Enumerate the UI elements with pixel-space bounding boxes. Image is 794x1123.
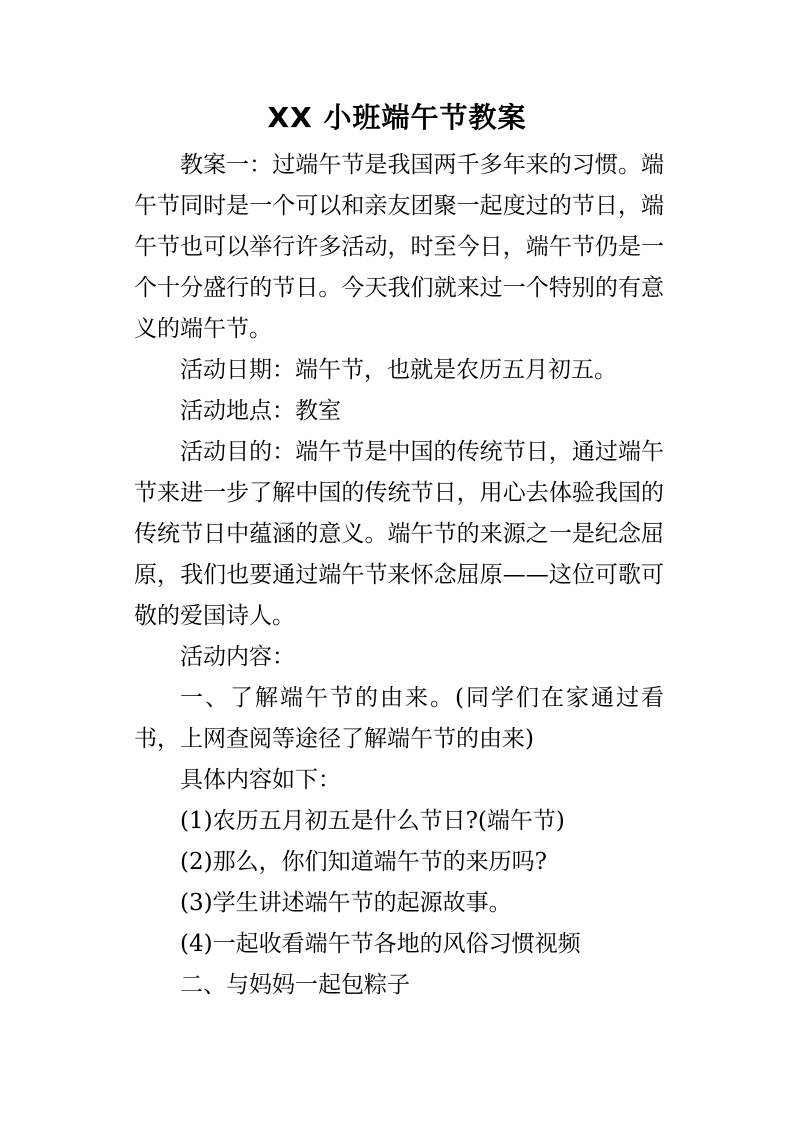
- paragraph-activity-purpose: 活动目的：端午节是中国的传统节日，通过端午节来进一步了解中国的传统节日，用心去体验我国的传统节日中蕴涵的意义。端午节的来源之一是纪念屈原，我们也要通过端午节来怀念屈原——这位可歌可敬的爱国诗人。: [134, 439, 664, 629]
- paragraph-activity-location: 活动地点：教室: [180, 398, 341, 424]
- list-item: (2)那么，你们知道端午节的来历吗?: [180, 849, 547, 875]
- paragraph-activity-date: 活动日期：端午节，也就是农历五月初五。: [180, 357, 617, 383]
- list-item: (1)农历五月初五是什么节日?(端午节): [180, 808, 565, 834]
- paragraph-section-two: 二、与妈妈一起包粽子: [180, 972, 410, 998]
- list-item: (4)一起收看端午节各地的风俗习惯视频: [180, 931, 581, 957]
- paragraph-activity-content-heading: 活动内容：: [180, 644, 295, 670]
- paragraph-section-one: 一、了解端午节的由来。(同学们在家通过看书，上网查阅等途径了解端午节的由来): [134, 685, 664, 752]
- document-body: [134, 145, 664, 1006]
- list-item: (3)学生讲述端午节的起源故事。: [180, 890, 512, 916]
- paragraph-details-heading: 具体内容如下：: [180, 767, 341, 793]
- document-title: XX 小班端午节教案: [267, 101, 527, 134]
- paragraph-intro: 教案一：过端午节是我国两千多年来的习惯。端午节同时是一个可以和亲友团聚一起度过的节日，端午节也可以举行许多活动，时至今日，端午节仍是一个十分盛行的节日。今天我们就来过一个特别的有意义的端午节。: [134, 152, 664, 342]
